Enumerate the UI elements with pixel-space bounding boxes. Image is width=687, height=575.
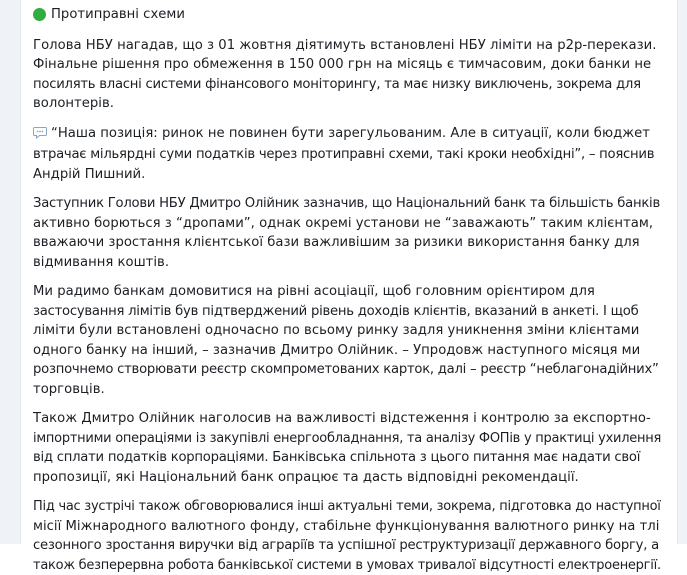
text-line: Заступник Голови НБУ Дмитро Олійник зазначив, що Національний банк та більшість банків bbox=[33, 194, 661, 214]
text-line: втрачає мільярдні суми податків через протиправні схеми, такі кроки необхідні”, – пояснив bbox=[33, 145, 661, 165]
text-line: “Наша позиція: ринок не повинен бути зарегульованим. Але в ситуації, коли бюджет bbox=[51, 126, 650, 141]
text-line: Під час зустрічі також обговорювалися інші актуальні теми, зокрема, підготовка до наступної bbox=[33, 497, 650, 517]
text-line: Андрій Пишний. bbox=[33, 165, 661, 185]
text-line: сезонного зростання виручки від аграріїв та успішної реструктуризації державного боргу, а bbox=[33, 536, 661, 556]
paragraph-export-import bbox=[33, 409, 661, 487]
text-line: активно борються з “дропами”, однак окремі установи не “заважають” таким клієнтам, bbox=[33, 214, 661, 234]
text-line: ліміти були встановлені одночасно по всьому ринку задля уникнення зміни клієнтами bbox=[33, 321, 661, 341]
text-line: Ми радимо банкам домовитися на рівні асоціації, щоб головним орієнтиром для bbox=[33, 282, 661, 302]
text-line: Також Дмитро Олійник наголосив на важливості відстеження і контролю за експортно- bbox=[33, 409, 661, 429]
text-line: також безперервна робота банківської системи в умовах тривалої відсутності електроенергії. bbox=[33, 556, 651, 575]
text-line: Фінальне рішення про обмеження в 150 000 грн на місяць є тимчасовим, доки банки не bbox=[33, 55, 661, 75]
spacer bbox=[33, 184, 661, 194]
spacer bbox=[33, 487, 661, 497]
text-line: пропозиції, які Національний банк опрацює та дасть відповідні рекомендації. bbox=[33, 468, 661, 488]
text-line: від сплати податків корпораціями. Банківська спільнота з цього питання має надати свої bbox=[33, 448, 661, 468]
text-line: застосування лімітів був підтверджений рівень доходів клієнтів, вказаний в анкеті. І щоб bbox=[33, 302, 661, 322]
post-heading-text: Протиправні схеми bbox=[51, 5, 185, 25]
green-circle-icon bbox=[33, 8, 46, 21]
text-line: посилять власні системи фінансового моніторингу, та має низку виключень, зокрема для bbox=[33, 75, 661, 95]
text-line: одного банку на інший, – зазначив Дмитро Олійник. – Упродовж наступного місяця ми bbox=[33, 341, 661, 361]
text-line: імпортними операціями із закупівлі енергообладнання, та аналізу ФОПів у практиці ухилення bbox=[33, 429, 651, 449]
paragraph-association bbox=[33, 282, 661, 399]
post-heading bbox=[33, 5, 661, 25]
paragraph-quote bbox=[33, 124, 661, 185]
spacer bbox=[33, 399, 661, 409]
paragraph-meeting-topics bbox=[33, 497, 661, 575]
post-card bbox=[20, 0, 678, 544]
post-body bbox=[33, 5, 661, 575]
text-line: Голова НБУ нагадав, що з 01 жовтня діятимуть встановлені НБУ ліміти на p2p-перекази. bbox=[33, 36, 661, 56]
spacer bbox=[33, 114, 661, 124]
text-line: відмивання коштів. bbox=[33, 253, 661, 273]
text-line: розпочнемо створювати реєстр скомпрометованих карток, далі – реєстр “неблагонадійних” bbox=[33, 360, 661, 380]
paragraph-drops bbox=[33, 194, 661, 272]
quote-first-line bbox=[33, 124, 661, 146]
spacer bbox=[33, 25, 661, 36]
speech-bubble-icon bbox=[33, 126, 47, 146]
text-line: місії Міжнародного валютного фонду, стабільне функціонування валютного ринку на тлі bbox=[33, 517, 661, 537]
spacer bbox=[33, 272, 661, 282]
text-line: торговців. bbox=[33, 380, 661, 400]
paragraph-nbu-limits bbox=[33, 36, 661, 114]
text-line: вважаючи зростання клієнтської бази важливішим за ризики використання банку для bbox=[33, 233, 661, 253]
text-line: волонтерів. bbox=[33, 94, 661, 114]
